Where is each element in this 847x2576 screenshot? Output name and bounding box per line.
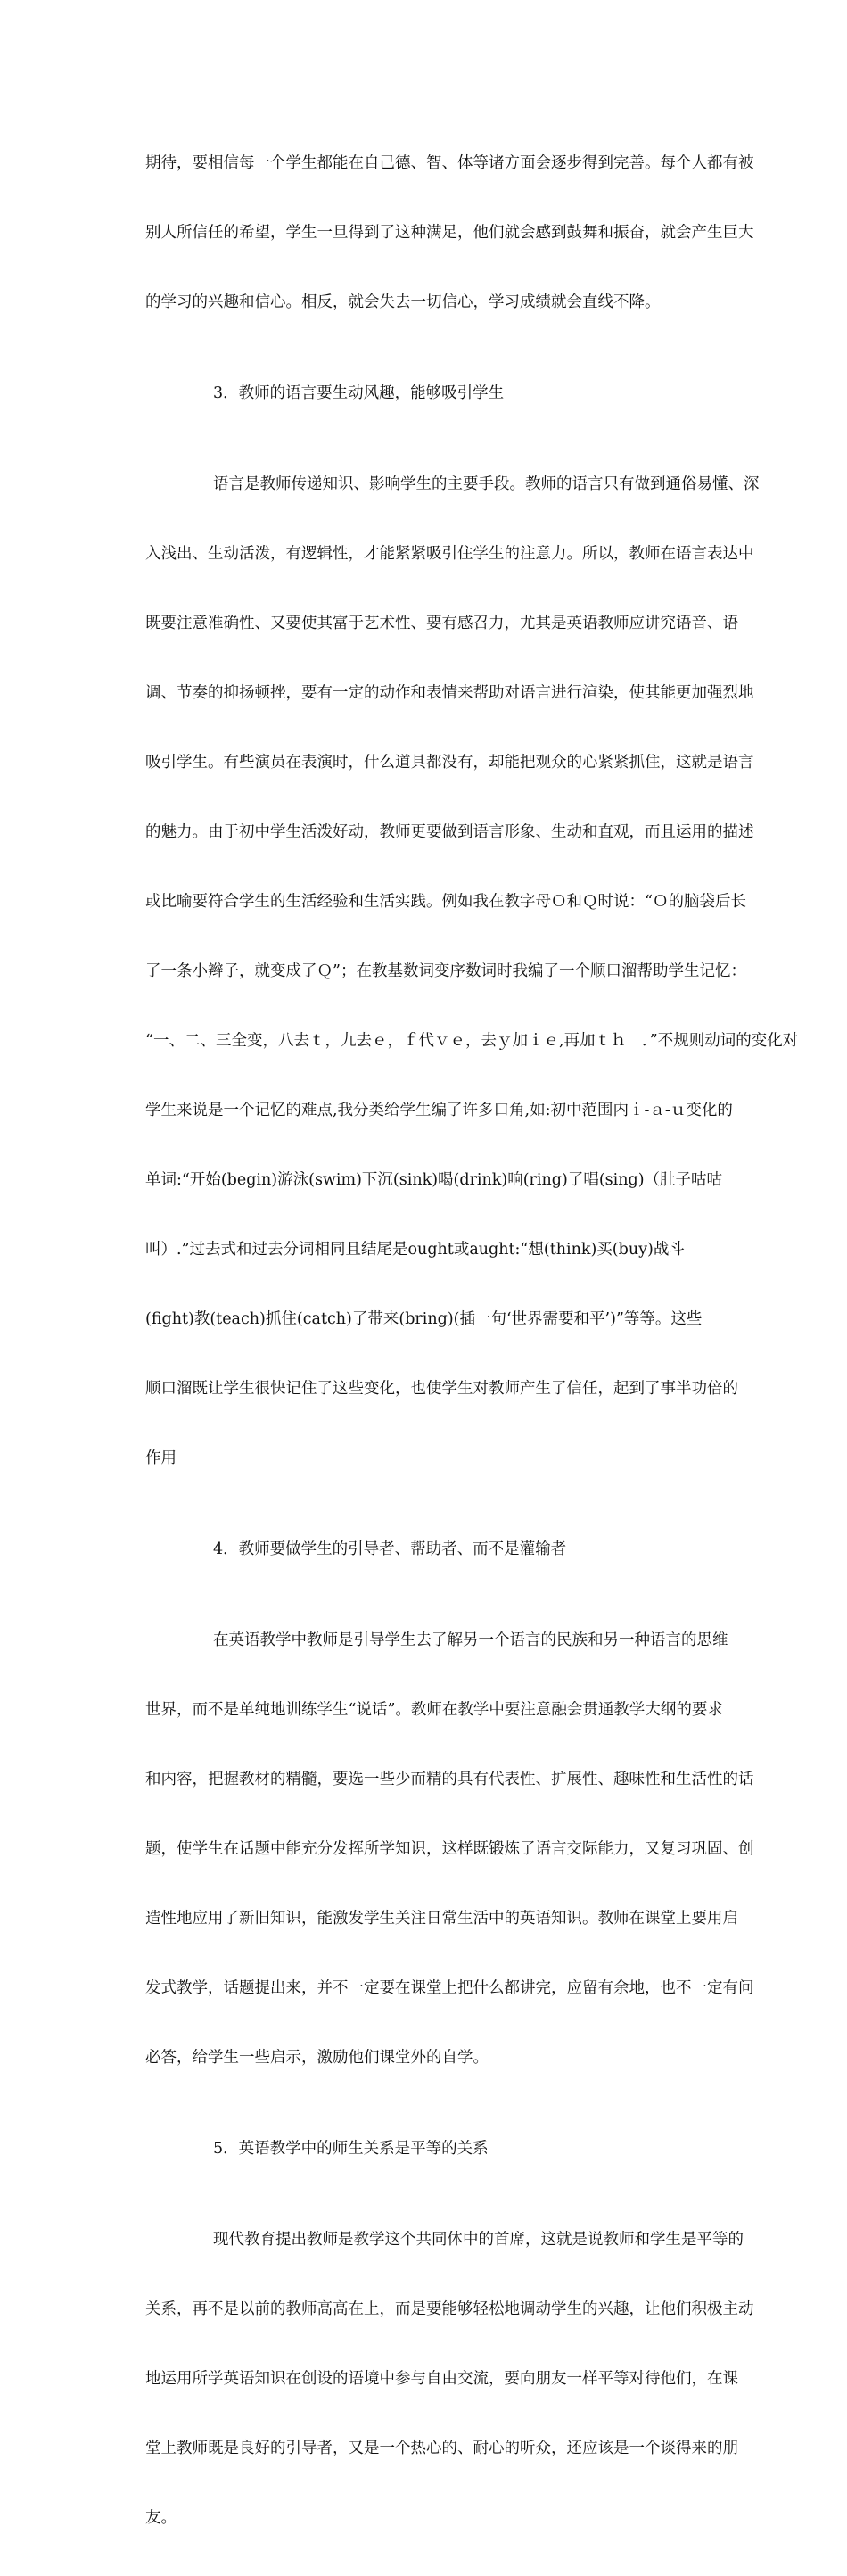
text-line: 学生来说是一个记忆的难点,我分类给学生编了许多口角,如:初中范围内ｉ-ａ-ｕ变化的 [145, 1102, 733, 1119]
text-line: 单词:“开始(begin)游泳(swim)下沉(sink)喝(drink)响(ring)了唱(sing)（肚子咕咕 [145, 1171, 723, 1189]
section-heading-3: 3．教师的语言要生动风趣，能够吸引学生 [213, 384, 505, 402]
paragraph-section-5 [145, 2182, 792, 2576]
text-line: 友。 [145, 2509, 177, 2527]
paragraph-continuation [145, 105, 792, 360]
text-line: 现代教育提出教师是教学这个共同体中的首席，这就是说教师和学生是平等的 [213, 2231, 744, 2249]
text-line: 吸引学生。有些演员在表演时，什么道具都没有，却能把观众的心紧紧抓住，这就是语言 [145, 754, 754, 772]
text-line: 既要注意准确性、又要使其富于艺术性、要有感召力，尤其是英语教师应讲究语音、语 [145, 615, 738, 632]
text-line: 的学习的兴趣和信心。相反，就会失去一切信心，学习成绩就会直线不降。 [145, 293, 661, 311]
text-line: 的魅力。由于初中学生活泼好动，教师更要做到语言形象、生动和直观，而且运用的描述 [145, 823, 754, 841]
text-line: 别人所信任的希望，学生一旦得到了这种满足，他们就会感到鼓舞和振奋，就会产生巨大 [145, 224, 754, 242]
text-line: 或比喻要符合学生的生活经验和生活实践。例如我在教字母Ｏ和Ｑ时说：“Ｏ的脑袋后长 [145, 893, 746, 911]
text-line: 语言是教师传递知识、影响学生的主要手段。教师的语言只有做到通俗易懂、深 [213, 475, 760, 493]
text-line: 顺口溜既让学生很快记住了这些变化，也使学生对教师产生了信任，起到了事半功倍的 [145, 1380, 738, 1398]
text-line: 和内容，把握教材的精髓，要选一些少而精的具有代表性、扩展性、趣味性和生活性的话 [145, 1771, 754, 1788]
paragraph-section-3 [145, 426, 799, 1516]
text-line: 调、节奏的抑扬顿挫，要有一定的动作和表情来帮助对语言进行渲染，使其能更加强烈地 [145, 684, 754, 702]
text-line: 入浅出、生动活泼，有逻辑性，才能紧紧吸引住学生的注意力。所以，教师在语言表达中 [145, 545, 754, 563]
text-line: 题，使学生在话题中能充分发挥所学知识，这样既锻炼了语言交际能力，又复习巩固、创 [145, 1840, 754, 1858]
text-line: 必答，给学生一些启示，激励他们课堂外的自学。 [145, 2049, 489, 2067]
text-line: 关系，再不是以前的教师高高在上，而是要能够轻松地调动学生的兴趣，让他们积极主动 [145, 2300, 754, 2318]
document-body [145, 105, 799, 2576]
text-line: 期待，要相信每一个学生都能在自己德、智、体等诸方面会逐步得到完善。每个人都有被 [145, 154, 754, 172]
text-line: 堂上教师既是良好的引导者，又是一个热心的、耐心的听众，还应该是一个谈得来的朋 [145, 2440, 738, 2457]
text-line: 世界，而不是单纯地训练学生“说话”。教师在教学中要注意融会贯通教学大纲的要求 [145, 1701, 723, 1719]
text-line: 地运用所学英语知识在创设的语境中参与自由交流，要向朋友一样平等对待他们，在课 [145, 2370, 738, 2388]
text-line: 在英语教学中教师是引导学生去了解另一个语言的民族和另一种语言的思维 [213, 1631, 728, 1649]
text-line: “一、二、三全变，八去ｔ，九去ｅ，ｆ代ｖｅ，去ｙ加ｉｅ,再加ｔｈ ．”不规则动词的变化对 [145, 1032, 799, 1050]
section-heading-4: 4．教师要做学生的引导者、帮助者、而不是灌输者 [213, 1540, 567, 1558]
text-line: (fight)教(teach)抓住(catch)了带来(bring)(插一句‘世界需要和平’)”等等。这些 [145, 1310, 703, 1328]
paragraph-section-4 [145, 1582, 792, 2116]
section-heading-5: 5．英语教学中的师生关系是平等的关系 [213, 2140, 489, 2158]
text-line: 了一条小辫子，就变成了Ｑ”；在教基数词变序数词时我编了一个顺口溜帮助学生记忆： [145, 962, 746, 980]
text-line: 发式教学，话题提出来，并不一定要在课堂上把什么都讲完，应留有余地，也不一定有问 [145, 1979, 754, 1997]
text-line: 造性地应用了新旧知识，能激发学生关注日常生活中的英语知识。教师在课堂上要用启 [145, 1910, 738, 1928]
text-line: 叫）.”过去式和过去分词相同且结尾是ought或aught:“想(think)买(buy)战斗 [145, 1241, 685, 1259]
text-line: 作用 [145, 1449, 177, 1467]
